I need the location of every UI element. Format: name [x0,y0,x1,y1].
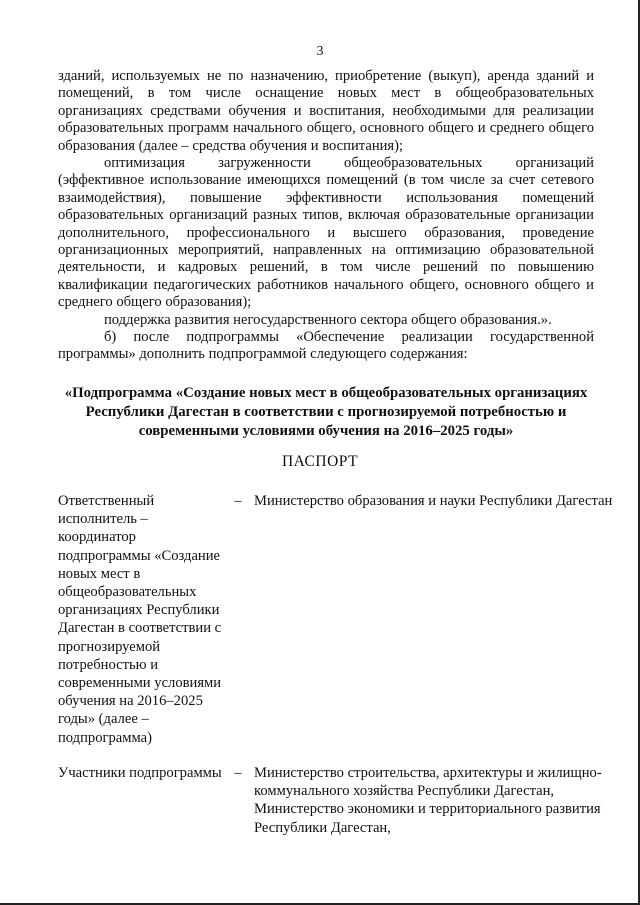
passport-row-label: Ответственный исполнитель – координатор подпрограммы «Создание новых мест в общеобразовательных организациях Республики Дагестан в соответствии с прогнозируемой потребностью и современными условиями обучения на 2016–2025 годы» (далее – подпрограмма) [58,493,222,746]
subprogram-title: «Подпрограмма «Создание новых мест в общеобразовательных организациях Республики Дагестан в соответствии с прогнозируемой потребностью и современными условиями обучения на 2016–2025 годы» [64,385,588,439]
paragraph-amendment-b: б) после подпрограммы «Обеспечение реализации государственной программы» дополнить подпрограммой следующего содержания: [58,329,594,363]
paragraph-optimization: оптимизация загруженности общеобразовательных организаций (эффективное использование имеющихся помещений (в том числе за счет сетевого взаимодействия), повышение эффективности использования помещений образовательных организаций разных типов, включая образовательные организации дополнительного, профессионального и высшего образования, проведение организационных мероприятий, направленных на оптимизацию образовательной деятельности, и кадровых решений, в том числе решений по повышению квалификации педагогических работников начального общего, основного общего и среднего общего образования); [58,155,594,311]
passport-row-value: Министерство строительства, архитектуры и жилищно-коммунального хозяйства Республики Дагестан, Министерство экономики и территориального развития Республики Дагестан, [254,765,602,836]
passport-row-dash: – [234,765,242,781]
passport-row-dash: – [234,493,242,509]
passport-row-label: Участники подпрограммы [58,765,222,781]
paragraph-private-sector: поддержка развития негосударственного сектора общего образования.». [104,312,552,328]
paragraph-buildings: зданий, используемых не по назначению, приобретение (выкуп), аренда зданий и помещений, в том числе оснащение новых мест в общеобразовательных организациях средствами обучения и воспитания, необходимыми для реализации образовательных программ начального общего, основного общего и среднего общего образования (далее – средства обучения и воспитания); [58,68,594,154]
passport-row-value: Министерство образования и науки Республики Дагестан [254,493,613,509]
passport-heading: ПАСПОРТ [281,453,359,470]
page-number: 3 [316,44,324,59]
